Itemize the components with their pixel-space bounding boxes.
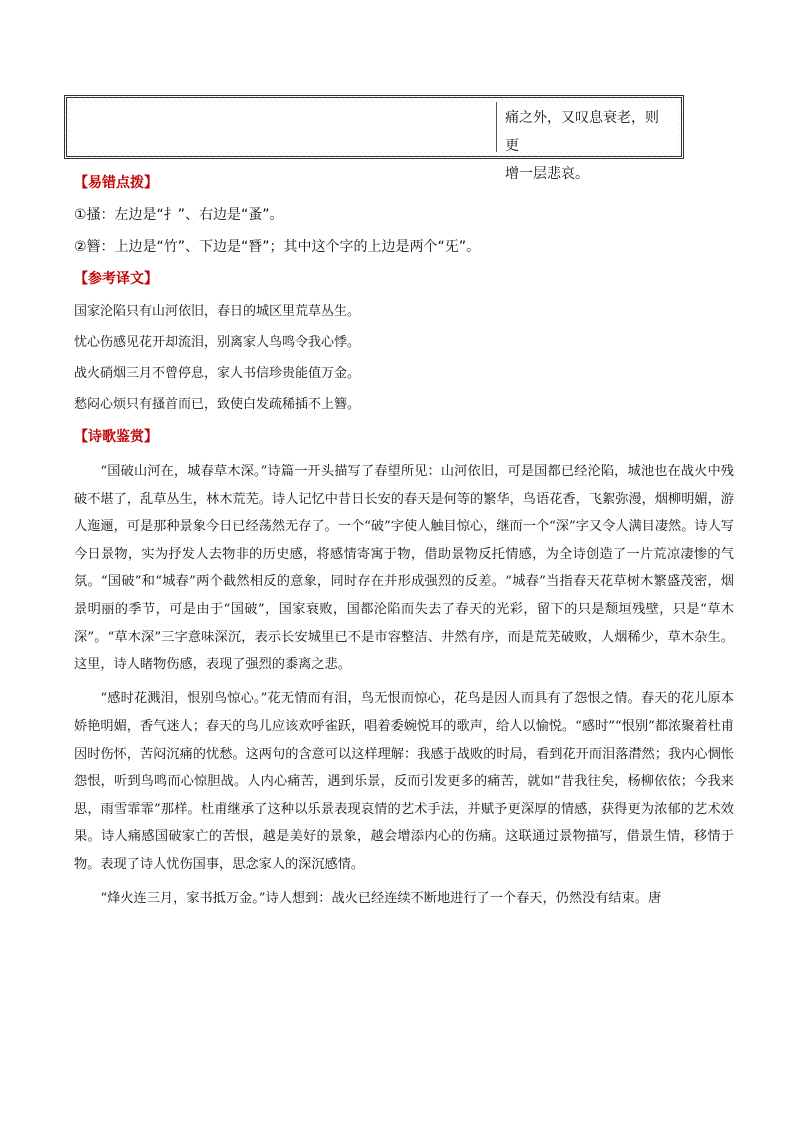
error-tips-heading: 【易错点拨】 (74, 175, 158, 191)
appreciation-paragraph-3: “烽火连三月，家书抵万金。”诗人想到：战火已经连续不断地进行了一个春天，仍然没有结束。唐 (100, 891, 662, 907)
table-right-cell-line-1: 痛之外，又叹息衰老，则更 (505, 110, 659, 154)
table-right-cell-line-2: 增一层悲哀。 (505, 166, 589, 182)
translation-line-3: 战火硝烟三月不曾停息，家人书信珍贵能值万金。 (74, 366, 361, 381)
translation-line-2: 忧心伤感见花开却流泪，别离家人鸟鸣令我心悸。 (74, 335, 361, 350)
appreciation-paragraph-1: “国破山河在，城春草木深。”诗篇一开头描写了春望所见：山河依旧，可是国都已经沦陷，城池也在战火中残破不堪了，乱草丛生，林木荒芜。诗人记忆中昔日长安的春天是何等的繁华，鸟语花香，飞絮弥漫，烟柳明媚，游人迤逦，可是那种景象今日已经荡然无存了。一个“破”字使人触目惊心，继而一个“深”字又令人满目凄然。诗人写今日景物，实为抒发人去物非的历史感，将感情寄寓于物，借助景物反托情感，为全诗创造了一片荒凉凄惨的气氛。“国破”和“城春”两个截然相反的意象，同时存在并形成强烈的反差。“城春”当指春天花草树木繁盛茂密，烟景明丽的季节，可是由于“国破”，国家衰败，国都沦陷而失去了春天的光彩，留下的只是颓垣残壁，只是“草木深”。“草木深”三字意味深沉，表示长安城里已不是市容整洁、井然有序，而是荒芜破败，人烟稀少，草木杂生。这里，诗人睹物伤感，表现了强烈的黍离之悲。 (74, 464, 734, 673)
table-left-cell (71, 102, 497, 152)
translation-line-1: 国家沦陷只有山河依旧，春日的城区里荒草丛生。 (74, 304, 361, 319)
error-tip-item-2: ②簪：上边是“竹”、下边是“朁”；其中这个字的上边是两个“旡”。 (74, 239, 481, 255)
translation-line-4: 愁闷心烦只有搔首而已，致使白发疏稀插不上簪。 (74, 397, 361, 412)
table-right-cell (497, 102, 677, 182)
appreciation-paragraph-2: “感时花溅泪，恨别鸟惊心。”花无情而有泪，鸟无恨而惊心，花鸟是因人而具有了怨恨之情。春天的花儿原本娇艳明媚，香气迷人；春天的鸟儿应该欢呼雀跃，唱着委婉悦耳的歌声，给人以愉悦。“感时”“恨别”都浓聚着杜甫因时伤怀，苦闷沉痛的忧愁。这两句的含意可以这样理解：我感于战败的时局，看到花开而泪落潸然；我内心惆怅怨恨，听到鸟鸣而心惊胆战。人内心痛苦，遇到乐景，反而引发更多的痛苦，就如“昔我往矣，杨柳依依；今我来思，雨雪霏霏”那样。杜甫继承了这种以乐景表现哀情的艺术手法，并赋予更深厚的情感，获得更为浓郁的艺术效果。诗人痛感国破家亡的苦恨，越是美好的景象，越会增添内心的伤痛。这联通过景物描写，借景生情，移情于物。表现了诗人忧伤国事，思念家人的深沉感情。 (74, 691, 734, 872)
translation-heading: 【参考译文】 (74, 271, 158, 287)
error-tip-item-1: ①搔：左边是“扌”、右边是“蚤”。 (74, 207, 284, 223)
table-fragment (64, 95, 684, 182)
appreciation-heading: 【诗歌鉴赏】 (74, 429, 158, 445)
appreciation-body (74, 458, 734, 919)
table-fragment-inner (71, 102, 677, 182)
